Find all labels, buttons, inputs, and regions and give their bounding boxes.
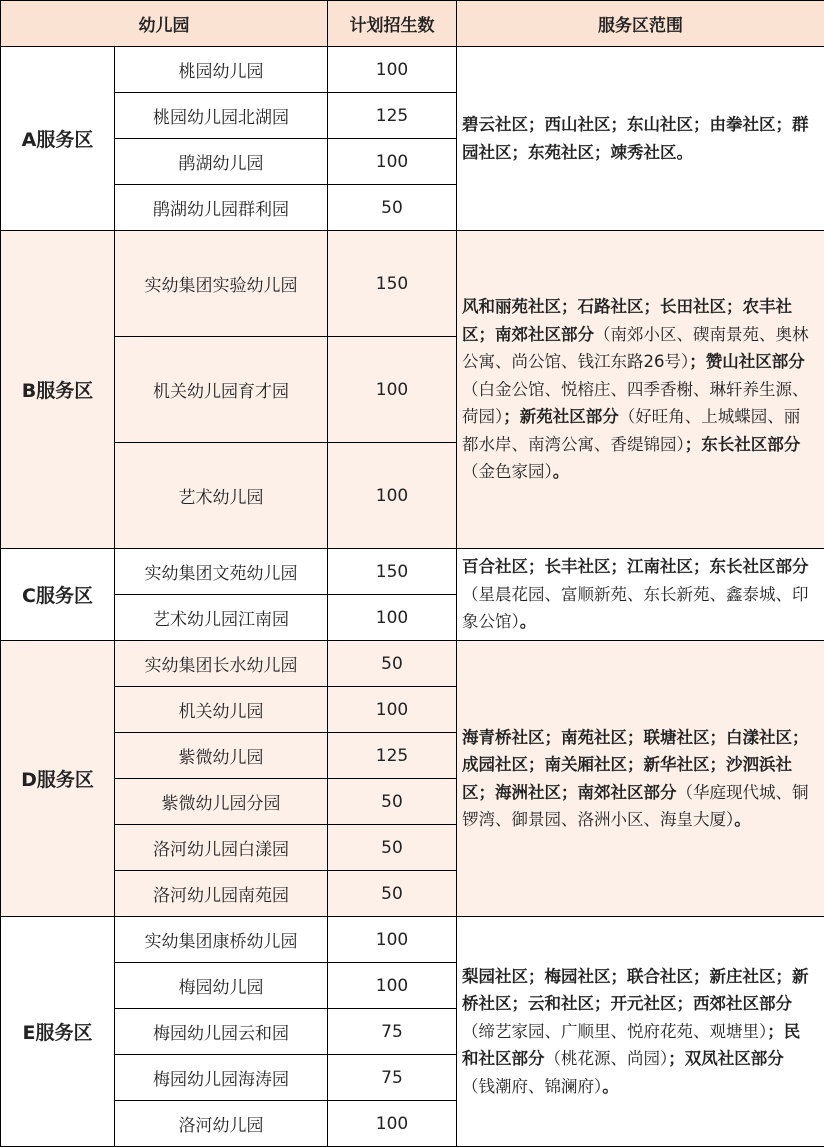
- scope-detail: （缔艺家园、广顺里、悦府花苑、观塘里）: [462, 1021, 768, 1041]
- scope-detail: （南郊小区、碶南景苑、奥林公寓、尚公馆、钱江东路26号）: [462, 324, 809, 372]
- scope-community: 海青桥社区；南苑社区；联塘社区；白漾社区；成园社区；南关厢社区；新华社区；沙泗浜社区；海洲社区；南郊社区部分: [462, 727, 809, 802]
- scope-detail: （白金公馆、悦榕庄、四季香榭、琳轩养生源、荷园）: [462, 379, 809, 427]
- service-scope: [457, 549, 824, 641]
- kindergarten-name: 实幼集团文苑幼儿园: [115, 549, 328, 595]
- table-row: [1, 641, 824, 687]
- scope-community: ；新苑社区部分: [503, 407, 619, 427]
- kindergarten-name: 实幼集团长水幼儿园: [115, 641, 328, 687]
- kindergarten-name: 艺术幼儿园: [115, 443, 328, 549]
- service-scope: [457, 917, 824, 1147]
- table-row: [1, 231, 824, 337]
- plan-count: 150: [328, 549, 457, 595]
- kindergarten-name: 桃园幼儿园北湖园: [115, 93, 328, 139]
- plan-count: 150: [328, 231, 457, 337]
- plan-count: 100: [328, 595, 457, 641]
- plan-count: 50: [328, 185, 457, 231]
- kindergarten-name: 鹃湖幼儿园群利园: [115, 185, 328, 231]
- service-zone-name: B服务区: [1, 231, 115, 549]
- kindergarten-name: 洛河幼儿园南苑园: [115, 871, 328, 917]
- plan-count: 75: [328, 1055, 457, 1101]
- kindergarten-name: 机关幼儿园: [115, 687, 328, 733]
- table-body: [1, 47, 824, 1147]
- scope-community: 梨园社区；梅园社区；联合社区；新庄社区；新桥社区；云和社区；开元社区；西郊社区部分: [462, 966, 809, 1014]
- plan-count: 100: [328, 963, 457, 1009]
- scope-detail: （金色家园）: [462, 462, 553, 482]
- service-scope: [457, 641, 824, 917]
- plan-count: 100: [328, 687, 457, 733]
- scope-community: 。: [552, 462, 570, 482]
- kindergarten-name: 梅园幼儿园云和园: [115, 1009, 328, 1055]
- scope-community: 。: [734, 810, 751, 829]
- scope-community: 百合社区；长丰社区；江南社区；东长社区部分: [462, 557, 809, 577]
- kindergarten-name: 桃园幼儿园: [115, 47, 328, 93]
- plan-count: 50: [328, 641, 457, 687]
- plan-count: 75: [328, 1009, 457, 1055]
- table-row: [1, 549, 824, 595]
- plan-count: 50: [328, 779, 457, 825]
- kindergarten-name: 紫微幼儿园分园: [115, 779, 328, 825]
- plan-count: 100: [328, 139, 457, 185]
- scope-detail: （桃花源、尚园）: [544, 1049, 669, 1069]
- kindergarten-name: 梅园幼儿园海涛园: [115, 1055, 328, 1101]
- service-scope: [457, 231, 824, 549]
- scope-community: ；双凤社区部分: [668, 1049, 784, 1069]
- scope-community: ；东长社区部分: [684, 434, 801, 454]
- kindergarten-name: 洛河幼儿园: [115, 1101, 328, 1147]
- kindergarten-name: 机关幼儿园育才园: [115, 337, 328, 443]
- scope-detail: （好旺角、上城蝶园、丽都水岸、南湾公寓、香缇锦园）: [462, 407, 801, 454]
- scope-community: 碧云社区；西山社区；东山社区；由拳社区；群园社区；东苑社区；竦秀社区。: [462, 115, 809, 162]
- kindergarten-name: 实幼集团康桥幼儿园: [115, 917, 328, 963]
- kindergarten-name: 洛河幼儿园白漾园: [115, 825, 328, 871]
- plan-count: 100: [328, 917, 457, 963]
- service-zone-name: D服务区: [1, 641, 115, 917]
- kindergarten-name: 紫微幼儿园: [115, 733, 328, 779]
- service-zone-name: C服务区: [1, 549, 115, 641]
- plan-count: 100: [328, 47, 457, 93]
- table-row: [1, 47, 824, 93]
- plan-count: 50: [328, 825, 457, 871]
- plan-count: 125: [328, 93, 457, 139]
- header-row: [1, 1, 824, 47]
- scope-detail: （钱潮府、锦澜府）: [462, 1076, 603, 1096]
- scope-community: ；赞山社区部分: [689, 352, 805, 372]
- service-zone-name: E服务区: [1, 917, 115, 1147]
- service-scope: [457, 47, 824, 231]
- plan-count: 100: [328, 1101, 457, 1147]
- kindergarten-name: 梅园幼儿园: [115, 963, 328, 1009]
- header-kindergarten: 幼儿园: [1, 1, 328, 47]
- scope-community: 风和丽苑社区；石路社区；长田社区；农丰社区；南郊社区部分: [462, 297, 792, 344]
- table-row: [1, 917, 824, 963]
- scope-detail: （华庭现代城、铜锣湾、御景园、洛洲小区、海皇大厦）: [462, 782, 809, 829]
- header-plan-count: 计划招生数: [328, 1, 457, 47]
- scope-community: ；民和社区部分: [462, 1021, 801, 1069]
- scope-community: 。: [519, 612, 537, 632]
- plan-count: 100: [328, 443, 457, 549]
- kindergarten-name: 艺术幼儿园江南园: [115, 595, 328, 641]
- kindergarten-name: 实幼集团实验幼儿园: [115, 231, 328, 337]
- scope-community: 。: [602, 1076, 619, 1096]
- service-zone-name: A服务区: [1, 47, 115, 231]
- plan-count: 125: [328, 733, 457, 779]
- plan-count: 50: [328, 871, 457, 917]
- header-service-scope: 服务区范围: [457, 1, 824, 47]
- scope-detail: （星晨花园、富顺新苑、东长新苑、鑫泰城、印象公馆）: [462, 584, 809, 632]
- plan-count: 100: [328, 337, 457, 443]
- kindergarten-name: 鹃湖幼儿园: [115, 139, 328, 185]
